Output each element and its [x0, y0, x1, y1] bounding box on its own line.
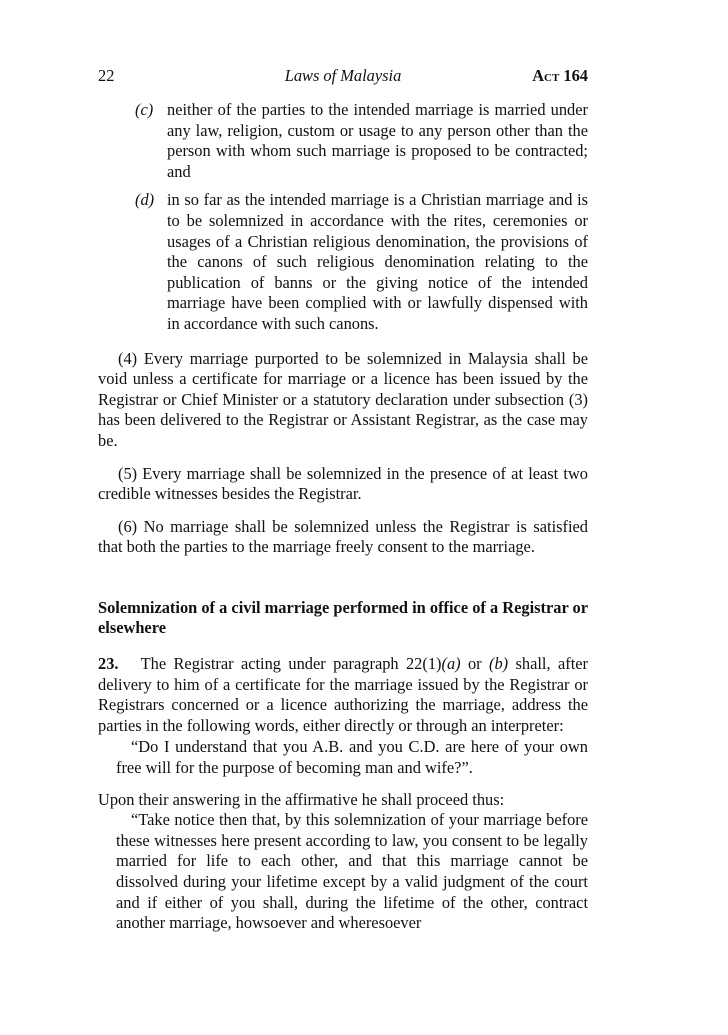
subsection-4: (4) Every marriage purported to be solemnized in Malaysia shall be void unless a certificate for marriage or a licence has been issued by the Registrar or Chief Minister or a statutory declaration under subsection (3) has been delivered to the Registrar or Assistant Registrar, as the case may be. — [98, 348, 588, 450]
section-heading: Solemnization of a civil marriage performed in office of a Registrar or elsewhere — [98, 597, 588, 638]
paragraph-c — [98, 100, 588, 182]
paragraph-c-label: (c) — [135, 100, 154, 119]
subsection-5: (5) Every marriage shall be solemnized in the presence of at least two credible witnesses besides the Registrar. — [98, 463, 588, 504]
affirmative-text: Upon their answering in the affirmative he shall proceed thus: — [98, 789, 505, 809]
paragraph-ref-b: (b) — [489, 654, 509, 674]
paragraph-d-text: in so far as the intended marriage is a Christian marriage and is to be solemnized in accordance with the rites, ceremonies or usages of a Christian religious denomination, the provisions of the canons of such religious denomination relating to the publication of banns or the giving notice of the intended marriage have been complied with or lawfully dispensed with in accordance with such canons. — [167, 190, 588, 333]
section-text-1: The Registrar acting under paragraph 22(1) — [140, 654, 442, 674]
paragraph-d — [98, 190, 588, 334]
subsection-6: (6) No marriage shall be solemnized unless the Registrar is satisfied that both the parties to the marriage freely consent to the marriage. — [98, 516, 588, 557]
page-header — [98, 66, 588, 88]
paragraph-ref-a: (a) — [441, 654, 461, 674]
quote-declaration: “Take notice then that, by this solemnization of your marriage before these witnesses here present according to law, you consent to be legally married for life to each other, and that this marriage cannot be dissolved during your lifetime except by a valid judgment of the court and if either of you shall, during the lifetime of the other, contract another marriage, howsoever and wheresoever — [116, 810, 588, 933]
section-number: 23. — [98, 654, 119, 674]
quote-question: “Do I understand that you A.B. and you C.D. are here of your own free will for the purpose of becoming man and wife?”. — [116, 737, 588, 778]
section-text-2: shall, after delivery to him of a certificate for the marriage issued by the Registrar or Registrars concerned or a licence authorizing the marriage, address the parties in the following words, either directly or through an interpreter: — [98, 654, 588, 735]
paragraph-c-text: neither of the parties to the intended marriage is married under any law, religion, custom or usage to any person other than the person with whom such marriage is proposed to be contracted; and — [167, 100, 588, 181]
act-number: Act 164 — [532, 66, 588, 85]
paragraph-d-label: (d) — [135, 190, 155, 210]
running-title: Laws of Malaysia — [284, 66, 402, 85]
document-page — [98, 66, 588, 934]
page-number: 22 — [98, 66, 115, 85]
section-23-body — [98, 654, 588, 736]
section-text-or: or — [460, 654, 490, 674]
